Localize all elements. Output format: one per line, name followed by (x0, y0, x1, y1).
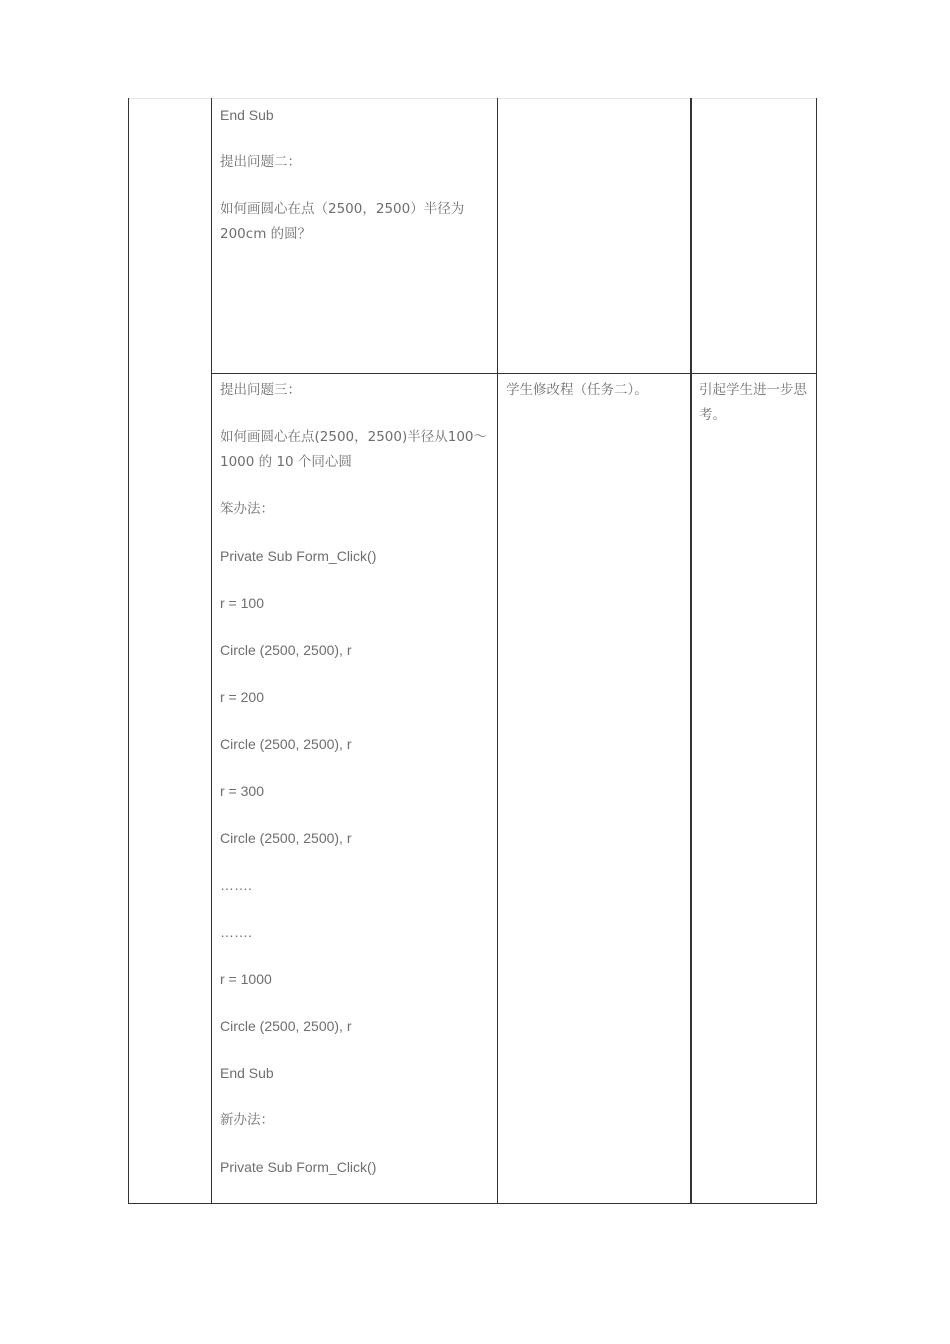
code-line: r = 300 (220, 783, 264, 799)
question-text: 如何画圆心在点（2500，2500）半径为200cm 的圆？ (220, 201, 465, 242)
code-line: Circle (2500, 2500), r (220, 1018, 352, 1034)
code-line: Circle (2500, 2500), r (220, 642, 352, 658)
method-heading: 新办法： (220, 1112, 274, 1128)
code-line: r = 200 (220, 689, 264, 705)
table-bottom-border (128, 1203, 817, 1204)
table-border-right (816, 98, 817, 1204)
table-divider-col2 (497, 98, 498, 1204)
table-border-left (128, 98, 129, 1204)
row2-design-intent-cell (699, 378, 809, 450)
row2-content-cell (220, 378, 492, 1202)
question-heading: 提出问题二： (220, 154, 301, 170)
row2-student-activity-cell (506, 378, 686, 425)
table-divider-col3 (690, 98, 692, 1204)
ellipsis-line: ……. (220, 877, 252, 893)
code-line: End Sub (220, 107, 274, 123)
code-line: Private Sub Form_Click() (220, 1159, 377, 1175)
row-divider (211, 373, 817, 374)
question-heading: 提出问题三： (220, 382, 301, 398)
student-activity-text: 学生修改程（任务二）。 (506, 382, 648, 398)
code-line: End Sub (220, 1065, 274, 1081)
lesson-table (128, 98, 817, 1204)
code-line: Private Sub Form_Click() (220, 548, 377, 564)
ellipsis-line: ……. (220, 924, 252, 940)
table-divider-col1 (211, 98, 212, 1204)
question-text: 如何画圆心在点(2500，2500)半径从100～1000 的 10 个同心圆 (220, 429, 488, 470)
code-line: r = 1000 (220, 971, 272, 987)
code-line: r = 100 (220, 595, 264, 611)
design-intent-text: 引起学生进一步思考。 (699, 382, 807, 423)
row1-content-cell (220, 103, 490, 269)
method-heading: 笨办法： (220, 501, 274, 517)
table-top-border (128, 98, 817, 99)
code-line: Circle (2500, 2500), r (220, 830, 352, 846)
code-line: Circle (2500, 2500), r (220, 736, 352, 752)
